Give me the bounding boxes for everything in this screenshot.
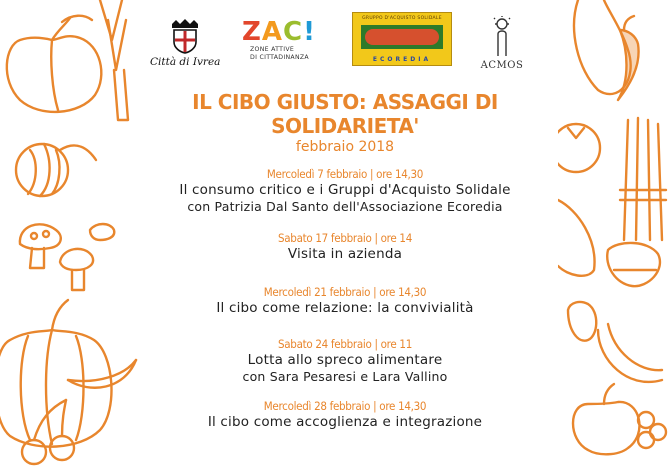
event-title: Il consumo critico e i Gruppi d'Acquisto Solidale [179,182,511,198]
event-title: Lotta allo spreco alimentare [247,352,443,368]
right-vegetable-illustrations [558,0,670,474]
zac-line-2: DI CITTADINANZA [250,54,309,61]
zac-line-1: ZONE ATTIVE [250,46,295,53]
ivrea-caption: Città di Ivrea [150,56,221,68]
page-subtitle: febbraio 2018 [295,139,395,155]
event-title: Visita in azienda [287,246,403,262]
event-date: Sabato 24 febbraio | ore 11 [278,337,412,351]
acmos-logo [470,12,534,71]
event-speaker: con Patrizia Dal Santo dell'Associazione Ecoredia [187,199,503,214]
event-date: Sabato 17 febbraio | ore 14 [278,231,412,245]
zac-wordmark [242,18,324,46]
mushrooms-icon [20,224,114,290]
event-4 [120,337,570,385]
event-program [120,90,570,431]
grape-icon [638,412,666,448]
event-speaker: con Sara Pesaresi e Lara Vallino [242,369,448,384]
citta-di-ivrea-logo [150,12,220,68]
onion-icon [16,144,96,196]
gas-top-label: GRUPPO D'ACQUISTO SOLIDALE [362,16,442,21]
event-1 [120,167,570,215]
zac-letter-a: A [261,17,283,47]
left-vegetable-illustrations [0,0,140,474]
big-pumpkin-icon [0,300,111,447]
apple-half-icon [607,243,660,286]
event-date: Mercoledì 28 febbraio | ore 14,30 [263,399,427,413]
event-5 [120,399,570,431]
banana-icon [598,324,662,382]
event-title: Il cibo come accoglienza e integrazione [207,414,483,430]
zac-exclamation: ! [303,17,316,47]
page-title: IL CIBO GIUSTO: ASSAGGI DI SOLIDARIETA' [192,90,498,138]
event-2 [120,231,570,263]
zac-logo [242,12,324,62]
asparagus-icon [620,118,666,240]
event-date: Mercoledì 7 febbraio | ore 14,30 [266,167,424,181]
partner-logos [150,12,540,82]
strawberry-icon [568,302,596,341]
gas-ecoredia-logo [352,12,452,66]
acmos-figure-icon [489,16,515,60]
coat-of-arms-icon [168,18,202,54]
event-3 [120,285,570,317]
chili-pepper-icon [618,16,639,100]
apple-icon [573,384,639,454]
event-title: Il cibo come relazione: la convivialità [216,300,474,316]
eggplant-icon [574,0,631,94]
zac-letter-c: C [282,17,304,47]
acmos-caption: ACMOS [480,60,524,71]
zac-letter-z: Z [242,17,262,47]
pumpkin-icon [7,16,102,112]
event-date: Mercoledì 21 febbraio | ore 14,30 [263,285,427,299]
gas-illustration [361,25,443,49]
gas-bottom-label: ECOREDIA [372,56,432,63]
